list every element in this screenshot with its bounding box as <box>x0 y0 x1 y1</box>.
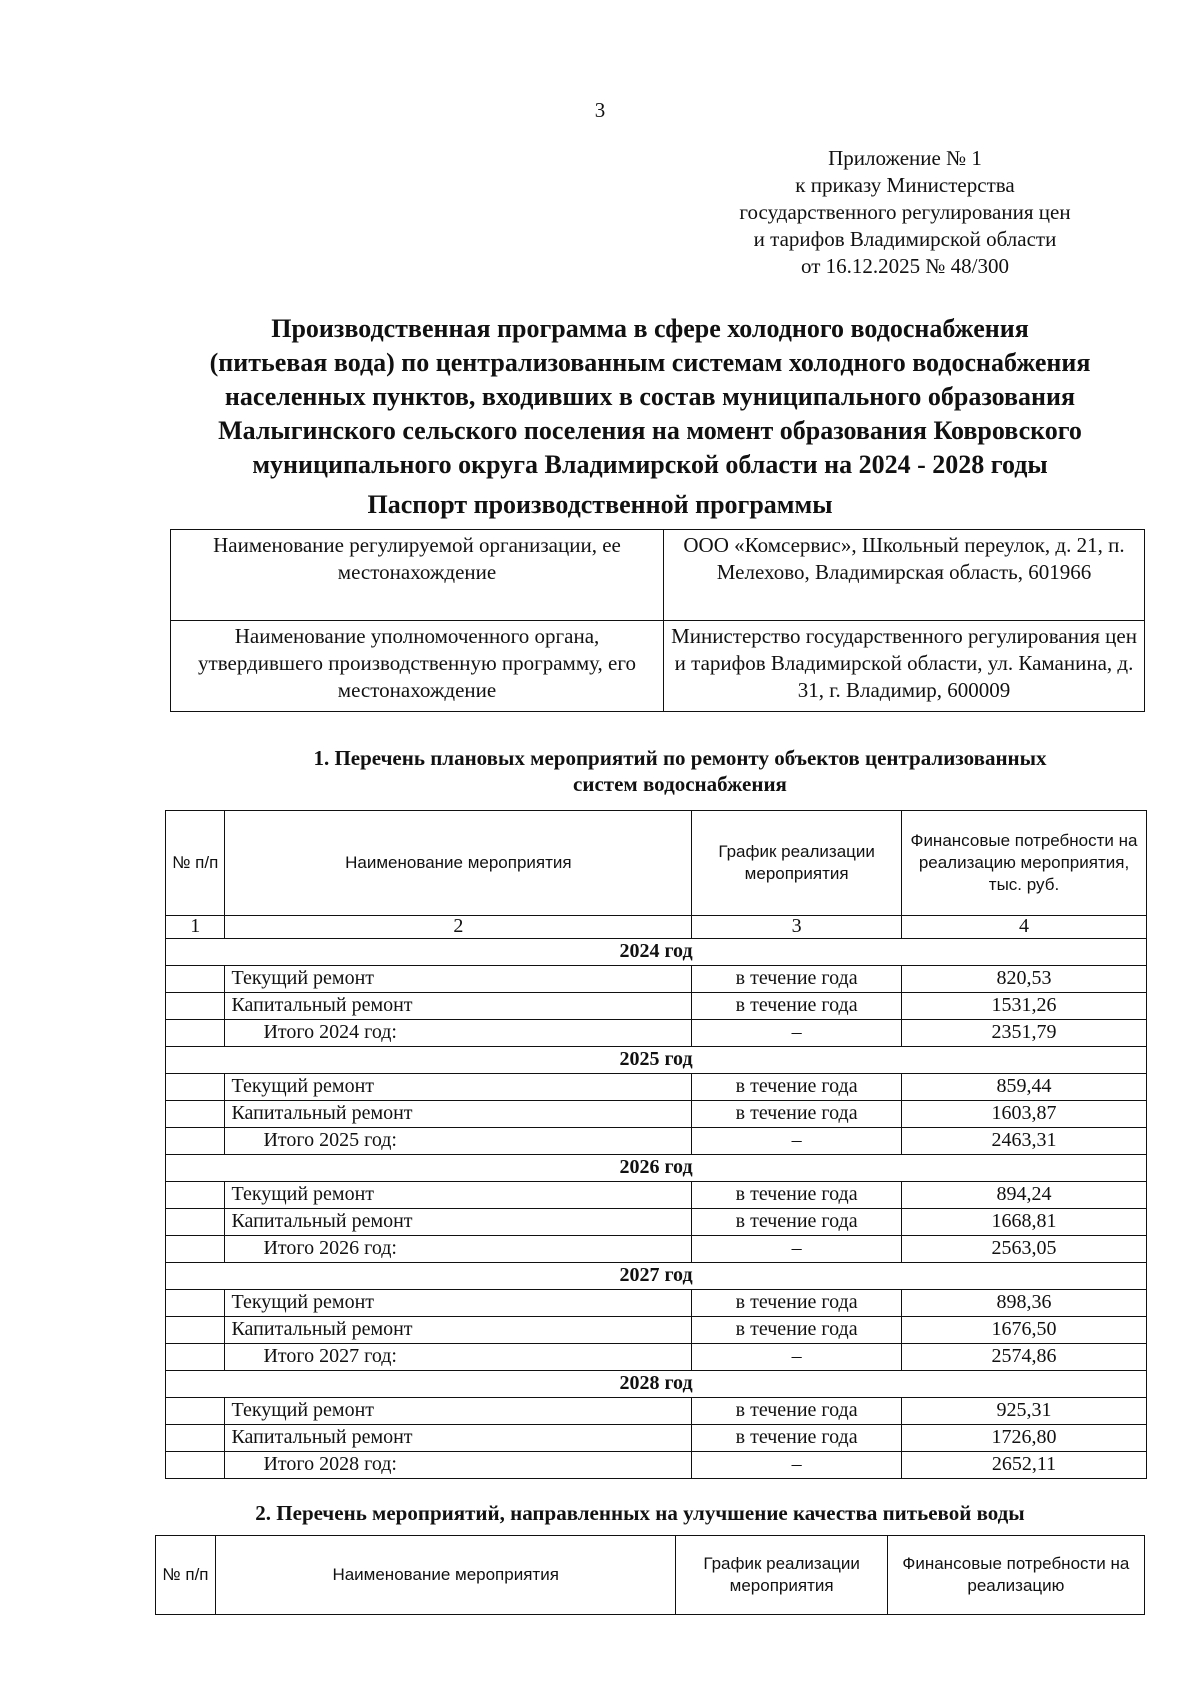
activity-schedule: в течение года <box>692 1290 902 1317</box>
row-number-cell <box>166 1452 225 1479</box>
activity-name: Текущий ремонт <box>225 1398 692 1425</box>
year-label: 2027 год <box>166 1263 1147 1290</box>
year-row <box>166 1263 1147 1290</box>
activity-name: Капитальный ремонт <box>225 993 692 1020</box>
title-line: населенных пунктов, входивших в состав муниципального образования <box>224 382 1076 411</box>
table-row-total <box>166 1020 1147 1047</box>
table-row <box>166 1290 1147 1317</box>
column-number-row <box>166 916 1147 939</box>
activity-schedule: в течение года <box>692 1101 902 1128</box>
repair-activities-table <box>165 810 1147 1479</box>
year-row <box>166 1155 1147 1182</box>
table-row <box>166 1074 1147 1101</box>
passport-table <box>170 529 1145 712</box>
activity-name: Итого 2026 год: <box>225 1236 692 1263</box>
activity-amount: 1531,26 <box>901 993 1146 1020</box>
activity-amount: 2351,79 <box>901 1020 1146 1047</box>
activity-amount: 859,44 <box>901 1074 1146 1101</box>
year-row <box>166 1047 1147 1074</box>
activity-name: Текущий ремонт <box>225 1074 692 1101</box>
table-row <box>171 530 1145 621</box>
activity-amount: 2574,86 <box>901 1344 1146 1371</box>
row-number-cell <box>166 1074 225 1101</box>
column-header: Финансовые потребности на реализацию мероприятия, тыс. руб. <box>901 811 1146 916</box>
row-number-cell <box>166 1236 225 1263</box>
appendix-line: Приложение № 1 <box>828 146 982 170</box>
activity-amount: 1668,81 <box>901 1209 1146 1236</box>
table-row <box>166 1209 1147 1236</box>
activity-schedule: в течение года <box>692 1425 902 1452</box>
activity-schedule: в течение года <box>692 1317 902 1344</box>
appendix-line: и тарифов Владимирской области <box>753 227 1057 251</box>
activity-amount: 2463,31 <box>901 1128 1146 1155</box>
column-header: Наименование мероприятия <box>215 1536 675 1615</box>
appendix-block <box>700 145 1110 280</box>
appendix-line: государственного регулирования цен <box>739 200 1071 224</box>
year-label: 2026 год <box>166 1155 1147 1182</box>
year-row <box>166 939 1147 966</box>
table-row-total <box>166 1344 1147 1371</box>
activity-schedule: – <box>692 1344 902 1371</box>
activity-amount: 898,36 <box>901 1290 1146 1317</box>
passport-label: Наименование регулируемой организации, ее местонахождение <box>171 530 664 621</box>
activity-schedule: – <box>692 1128 902 1155</box>
row-number-cell <box>166 1425 225 1452</box>
page-number: 3 <box>594 98 606 122</box>
passport-value: ООО «Комсервис», Школьный переулок, д. 21, п. Мелехово, Владимирская область, 601966 <box>664 530 1145 621</box>
activity-name: Капитальный ремонт <box>225 1317 692 1344</box>
activity-amount: 2563,05 <box>901 1236 1146 1263</box>
column-header: Наименование мероприятия <box>225 811 692 916</box>
activity-schedule: в течение года <box>692 966 902 993</box>
section1-heading-line: систем водоснабжения <box>573 772 787 796</box>
table-row <box>166 1182 1147 1209</box>
section1-heading <box>240 745 1120 797</box>
table-row <box>166 993 1147 1020</box>
activity-schedule: – <box>692 1452 902 1479</box>
activity-name: Капитальный ремонт <box>225 1209 692 1236</box>
column-header: График реализации мероприятия <box>692 811 902 916</box>
activity-amount: 1726,80 <box>901 1425 1146 1452</box>
column-number: 2 <box>225 916 692 939</box>
row-number-cell <box>166 1317 225 1344</box>
activity-schedule: в течение года <box>692 993 902 1020</box>
column-header: № п/п <box>156 1536 216 1615</box>
row-number-cell <box>166 966 225 993</box>
table-header-row <box>166 811 1147 916</box>
row-number-cell <box>166 1344 225 1371</box>
activity-amount: 925,31 <box>901 1398 1146 1425</box>
column-header: Финансовые потребности на реализацию <box>887 1536 1144 1615</box>
row-number-cell <box>166 1020 225 1047</box>
activity-schedule: в течение года <box>692 1074 902 1101</box>
activity-name: Капитальный ремонт <box>225 1425 692 1452</box>
title-line: Производственная программа в сфере холодного водоснабжения <box>271 314 1029 343</box>
activity-name: Текущий ремонт <box>225 1290 692 1317</box>
row-number-cell <box>166 1101 225 1128</box>
document-title <box>170 312 1130 482</box>
year-label: 2028 год <box>166 1371 1147 1398</box>
activity-amount: 2652,11 <box>901 1452 1146 1479</box>
row-number-cell <box>166 1398 225 1425</box>
row-number-cell <box>166 1182 225 1209</box>
row-number-cell <box>166 993 225 1020</box>
activity-schedule: в течение года <box>692 1182 902 1209</box>
table-row-total <box>166 1452 1147 1479</box>
title-line: (питьевая вода) по централизованным системам холодного водоснабжения <box>209 348 1091 377</box>
appendix-line: к приказу Министерства <box>795 173 1015 197</box>
column-number: 4 <box>901 916 1146 939</box>
column-number: 3 <box>692 916 902 939</box>
activity-name: Итого 2025 год: <box>225 1128 692 1155</box>
table-row <box>166 966 1147 993</box>
passport-label: Наименование уполномоченного органа, утвердившего производственную программу, его местонахождение <box>171 621 664 712</box>
section2-heading: 2. Перечень мероприятий, направленных на улучшение качества питьевой воды <box>255 1501 1025 1525</box>
activity-amount: 894,24 <box>901 1182 1146 1209</box>
year-label: 2025 год <box>166 1047 1147 1074</box>
activity-schedule: – <box>692 1236 902 1263</box>
activity-amount: 1603,87 <box>901 1101 1146 1128</box>
column-header: График реализации мероприятия <box>676 1536 887 1615</box>
column-header: № п/п <box>166 811 225 916</box>
column-number: 1 <box>166 916 225 939</box>
table-row-total <box>166 1128 1147 1155</box>
year-label: 2024 год <box>166 939 1147 966</box>
activity-name: Итого 2024 год: <box>225 1020 692 1047</box>
table-row <box>166 1398 1147 1425</box>
activity-amount: 1676,50 <box>901 1317 1146 1344</box>
table-row <box>166 1101 1147 1128</box>
row-number-cell <box>166 1290 225 1317</box>
row-number-cell <box>166 1209 225 1236</box>
table-row <box>166 1425 1147 1452</box>
table-row-total <box>166 1236 1147 1263</box>
activity-name: Капитальный ремонт <box>225 1101 692 1128</box>
table-row <box>171 621 1145 712</box>
appendix-line: от 16.12.2025 № 48/300 <box>800 254 1010 278</box>
activity-name: Итого 2027 год: <box>225 1344 692 1371</box>
table-row <box>166 1317 1147 1344</box>
passport-heading: Паспорт производственной программы <box>367 490 833 519</box>
activity-schedule: в течение года <box>692 1209 902 1236</box>
activity-name: Итого 2028 год: <box>225 1452 692 1479</box>
title-line: Малыгинского сельского поселения на момент образования Ковровского <box>218 416 1082 445</box>
activity-amount: 820,53 <box>901 966 1146 993</box>
activity-name: Текущий ремонт <box>225 1182 692 1209</box>
water-quality-table <box>155 1535 1145 1615</box>
row-number-cell <box>166 1128 225 1155</box>
activity-name: Текущий ремонт <box>225 966 692 993</box>
activity-schedule: в течение года <box>692 1398 902 1425</box>
year-row <box>166 1371 1147 1398</box>
section1-heading-line: 1. Перечень плановых мероприятий по ремонту объектов централизованных <box>313 746 1047 770</box>
table-header-row <box>156 1536 1145 1615</box>
title-line: муниципального округа Владимирской области на 2024 - 2028 годы <box>252 450 1048 479</box>
passport-value: Министерство государственного регулирования цен и тарифов Владимирской области, ул. Каманина, д. 31, г. Владимир, 600009 <box>664 621 1145 712</box>
activity-schedule: – <box>692 1020 902 1047</box>
